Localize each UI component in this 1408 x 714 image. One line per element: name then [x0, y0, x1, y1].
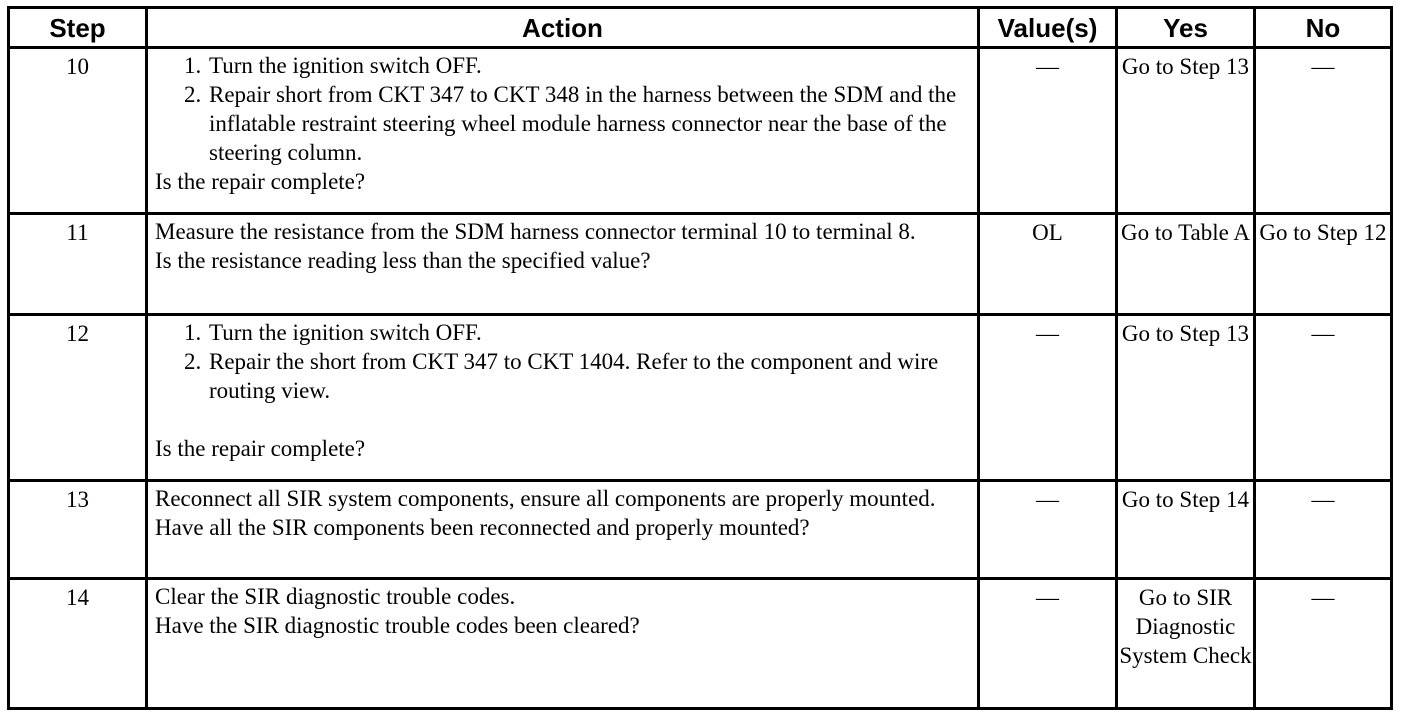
action-question: Have the SIR diagnostic trouble codes been cleared? — [155, 613, 640, 638]
yes-cell: Go to Table A — [1117, 214, 1255, 315]
action-question: Have all the SIR components been reconnected and properly mounted? — [155, 515, 810, 540]
action-steps — [155, 318, 969, 405]
table-row — [9, 214, 1392, 315]
header-step: Step — [9, 8, 147, 48]
header-values: Value(s) — [979, 8, 1117, 48]
step-number: 12 — [9, 315, 147, 481]
action-question: Is the resistance reading less than the specified value? — [155, 248, 651, 273]
step-number: 13 — [9, 481, 147, 579]
no-cell: — — [1255, 481, 1392, 579]
action-cell — [147, 579, 979, 709]
step-number: 14 — [9, 579, 147, 709]
yes-cell: Go to Step 14 — [1117, 481, 1255, 579]
header-action: Action — [147, 8, 979, 48]
table-row — [9, 579, 1392, 709]
header-no: No — [1255, 8, 1392, 48]
action-text: Measure the resistance from the SDM harness connector terminal 10 to terminal 8. — [155, 219, 916, 244]
table-row — [9, 481, 1392, 579]
action-text: Reconnect all SIR system components, ensure all components are properly mounted. — [155, 486, 936, 511]
no-cell: — — [1255, 579, 1392, 709]
action-text: Clear the SIR diagnostic trouble codes. — [155, 584, 516, 609]
table-row — [9, 48, 1392, 214]
action-cell — [147, 315, 979, 481]
value-cell: — — [979, 481, 1117, 579]
action-step: 2. Repair the short from CKT 347 to CKT 1404. Refer to the component and wire routing view. — [207, 347, 969, 405]
action-question: Is the repair complete? — [155, 169, 366, 194]
header-yes: Yes — [1117, 8, 1255, 48]
step-number: 10 — [9, 48, 147, 214]
action-step: 2. Repair short from CKT 347 to CKT 348 in the harness between the SDM and the inflatable restraint steering wheel module harness connector near the base of the steering column. — [207, 80, 969, 167]
step-number: 11 — [9, 214, 147, 315]
action-cell — [147, 214, 979, 315]
no-cell: Go to Step 12 — [1255, 214, 1392, 315]
table-row — [9, 315, 1392, 481]
action-cell — [147, 48, 979, 214]
action-step: 1. Turn the ignition switch OFF. — [207, 318, 969, 347]
yes-cell: Go to Step 13 — [1117, 315, 1255, 481]
value-cell: — — [979, 315, 1117, 481]
value-cell: OL — [979, 214, 1117, 315]
no-cell: — — [1255, 315, 1392, 481]
value-cell: — — [979, 579, 1117, 709]
no-cell: — — [1255, 48, 1392, 214]
action-step: 1. Turn the ignition switch OFF. — [207, 51, 969, 80]
value-cell: — — [979, 48, 1117, 214]
diagnostic-table — [7, 6, 1393, 710]
action-question: Is the repair complete? — [155, 436, 366, 461]
action-cell — [147, 481, 979, 579]
header-row — [9, 8, 1392, 48]
spacer — [155, 405, 969, 434]
action-steps — [155, 51, 969, 167]
yes-cell: Go to SIR Diagnostic System Check — [1117, 579, 1255, 709]
yes-cell: Go to Step 13 — [1117, 48, 1255, 214]
